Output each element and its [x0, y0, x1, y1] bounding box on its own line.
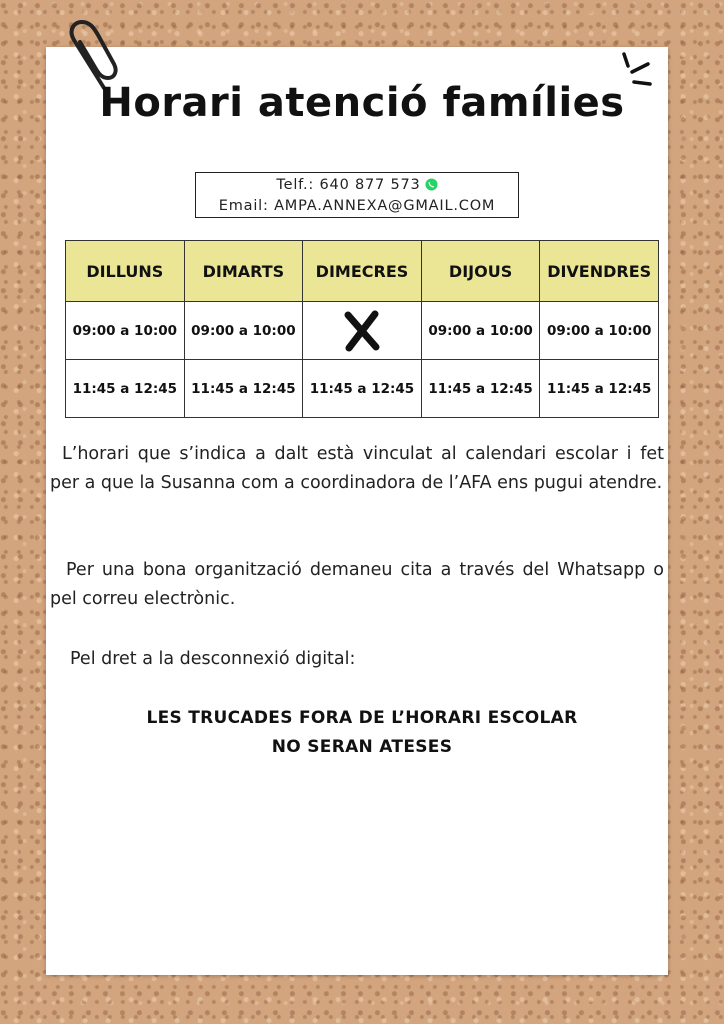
schedule-table: [65, 240, 659, 418]
cross-icon: [343, 310, 381, 352]
page-title: Horari atenció famílies: [99, 80, 625, 126]
time-slot: 09:00 a 10:00: [184, 302, 303, 360]
phone-text[interactable]: Telf.: 640 877 573: [276, 177, 421, 193]
time-slot: 11:45 a 12:45: [540, 360, 659, 418]
time-slot: 09:00 a 10:00: [540, 302, 659, 360]
warning-notice: [0, 704, 724, 762]
day-header: DILLUNS: [66, 241, 185, 302]
whatsapp-icon: [425, 178, 438, 191]
days-header-row: [66, 241, 659, 302]
no-slot-cell: [303, 302, 422, 360]
midday-row: [66, 360, 659, 418]
day-header: DIMARTS: [184, 241, 303, 302]
warning-line-1: LES TRUCADES FORA DE L’HORARI ESCOLAR: [146, 708, 578, 728]
paragraph-appointment: Per una bona organització demaneu cita a través del Whatsapp o pel correu electrònic.: [50, 560, 664, 609]
day-header: DIMECRES: [303, 241, 422, 302]
paragraph-disconnection: Pel dret a la desconnexió digital:: [70, 649, 356, 669]
time-slot: 09:00 a 10:00: [66, 302, 185, 360]
time-slot: 11:45 a 12:45: [421, 360, 540, 418]
time-slot: 09:00 a 10:00: [421, 302, 540, 360]
morning-row: [66, 302, 659, 360]
time-slot: 11:45 a 12:45: [184, 360, 303, 418]
day-header: DIJOUS: [421, 241, 540, 302]
time-slot: 11:45 a 12:45: [303, 360, 422, 418]
warning-line-2: NO SERAN ATESES: [271, 737, 453, 757]
day-header: DIVENDRES: [540, 241, 659, 302]
contact-box: [195, 172, 519, 218]
paragraph-schedule-info: L’horari que s’indica a dalt està vinculat al calendari escolar i fet per a que la Susanna com a coordinadora de l’AFA ens pugui atendre.: [50, 444, 664, 493]
time-slot: 11:45 a 12:45: [66, 360, 185, 418]
phone-line: [196, 175, 518, 196]
email-text[interactable]: Email: AMPA.ANNEXA@GMAIL.COM: [218, 198, 496, 214]
